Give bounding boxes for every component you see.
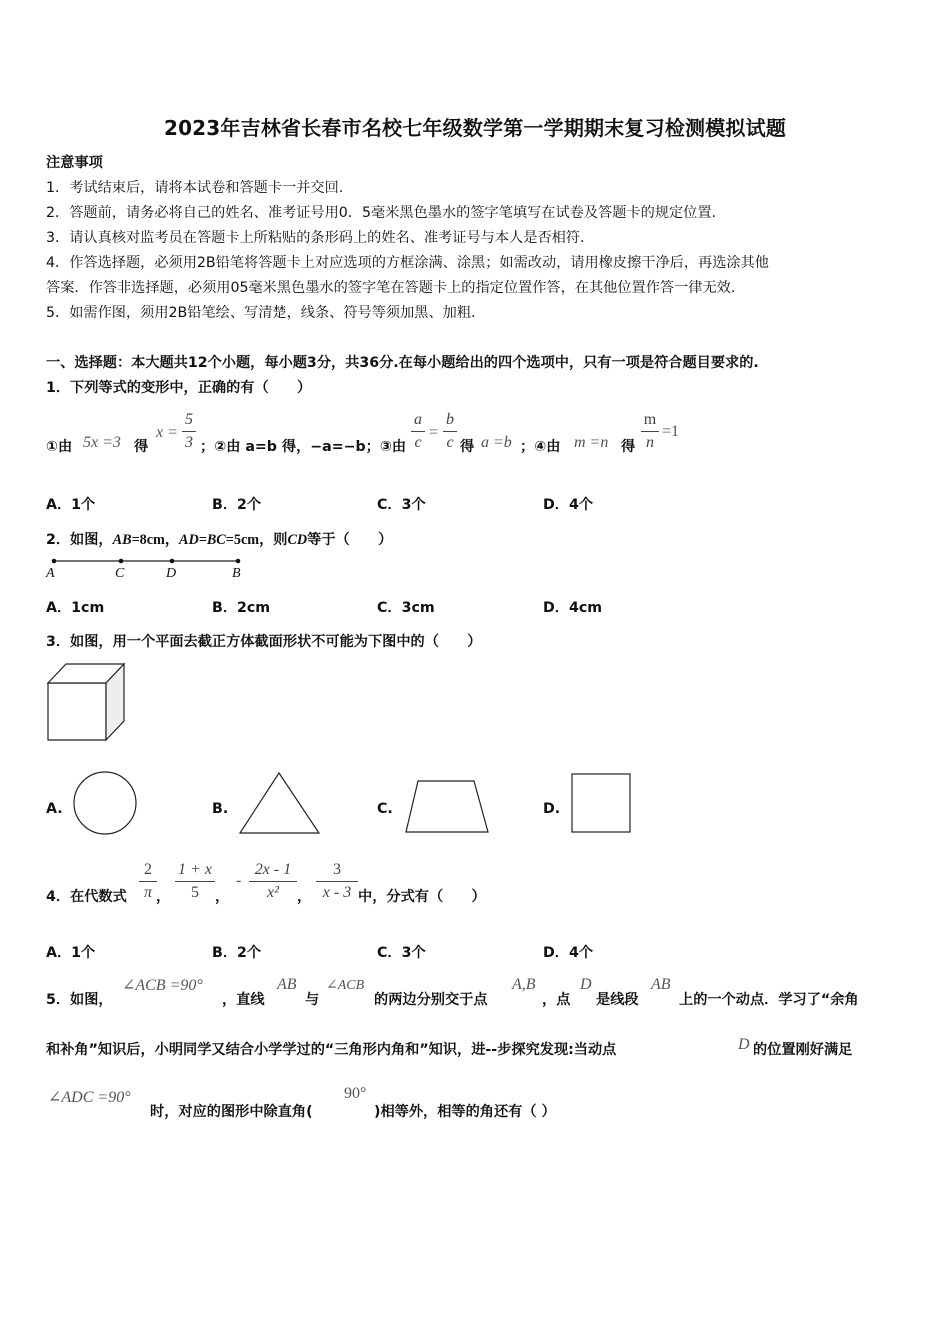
q5-text: 的两边分别交于点 bbox=[374, 992, 488, 1008]
q3-option-a: A. bbox=[46, 801, 63, 817]
q4-neg: - bbox=[236, 872, 242, 889]
q5-text: 上的一个动点．学习了“余角 bbox=[679, 992, 859, 1008]
q1-eqsign: = bbox=[429, 424, 439, 441]
q2-option-a: A．1cm bbox=[46, 600, 105, 616]
q5-text: 5．如图， bbox=[46, 992, 113, 1008]
q2-point-label: D bbox=[166, 566, 177, 581]
square-shape bbox=[572, 774, 630, 832]
q1-fraction-2b: b c bbox=[443, 410, 457, 453]
q5-ab: AB bbox=[277, 976, 297, 993]
q2-option-b: B．2cm bbox=[212, 600, 271, 616]
q1-text: ；②由 a=b 得，−a=−b；③由 bbox=[200, 439, 407, 455]
q5-points: A,B bbox=[512, 976, 536, 993]
q2-option-d: D．4cm bbox=[543, 600, 603, 616]
q1-res4: =1 bbox=[662, 423, 680, 440]
q4-comma: ， bbox=[156, 889, 171, 905]
q4-fraction-3: 2x - 1 x² bbox=[249, 860, 297, 903]
q1-option-b: B．2个 bbox=[212, 497, 262, 513]
question-2-stem: 2．如图，AB=8cm，AD=BC=5cm，则CD等于（ ） bbox=[46, 532, 393, 548]
q1-text: ①由 bbox=[46, 439, 73, 455]
notice-heading: 注意事项 bbox=[46, 155, 103, 171]
q4-fraction-1: 2 π bbox=[139, 860, 157, 903]
question-1-stem: 1．下列等式的变形中，正确的有（ ） bbox=[46, 380, 312, 396]
q1-text: 得 bbox=[134, 439, 149, 455]
q1-fraction-4: m n bbox=[641, 410, 659, 453]
q5-angle-adc: ∠ADC =90° bbox=[48, 1089, 131, 1106]
triangle-shape bbox=[240, 773, 319, 833]
trapezoid-shape bbox=[406, 781, 488, 832]
q1-eq1: 5x =3 bbox=[83, 434, 121, 451]
q4-option-b: B．2个 bbox=[212, 945, 262, 961]
question-3-stem: 3．如图，用一个平面去截正方体截面形状不可能为下图中的（ ） bbox=[46, 634, 482, 650]
q4-fraction-2: 1 + x 5 bbox=[175, 860, 215, 903]
q3-option-d: D. bbox=[543, 801, 561, 817]
question-4-stem-post: 中，分式有（ ） bbox=[358, 889, 486, 905]
q4-option-a: A．1个 bbox=[46, 945, 96, 961]
q5-text: )相等外，相等的角还有（ ） bbox=[374, 1104, 556, 1120]
notice-item: 1．考试结束后，请将本试卷和答题卡一并交回. bbox=[46, 180, 344, 196]
q2-option-c: C．3cm bbox=[377, 600, 435, 616]
q1-eq4: m =n bbox=[574, 434, 609, 451]
section-heading: 一、选择题：本大题共12个小题，每小题3分，共36分.在每小题给出的四个选项中，只有一项是符合题目要求的. bbox=[46, 355, 759, 371]
q4-fraction-4: 3 x - 3 bbox=[316, 860, 358, 903]
page-title: 2023年吉林省长春市名校七年级数学第一学期期末复习检测模拟试题 bbox=[163, 116, 787, 140]
q5-text: ，直线 bbox=[222, 992, 265, 1008]
q1-fraction-2a: a c bbox=[411, 410, 425, 453]
cube-figure bbox=[48, 664, 124, 740]
q1-text: 得 bbox=[460, 439, 475, 455]
q4-option-c: C．3个 bbox=[377, 945, 426, 961]
notice-item: 2．答题前，请务必将自己的姓名、准考证号用0．5毫米黑色墨水的签字笔填写在试卷及答题卡的规定位置. bbox=[46, 205, 717, 221]
q3-option-b: B. bbox=[212, 801, 229, 817]
q1-fraction-1: 5 3 bbox=[182, 410, 196, 453]
notice-item: 答案．作答非选择题，必须用05毫米黑色墨水的签字笔在答题卡上的指定位置作答，在其他位置作答一律无效. bbox=[46, 280, 736, 296]
q2-point-label: C bbox=[115, 566, 125, 581]
notice-item: 4．作答选择题，必须用2B铅笔将答题卡上对应选项的方框涂满、涂黑；如需改动，请用橡皮擦干净后，再选涂其他 bbox=[46, 255, 769, 271]
q3-option-c: C. bbox=[377, 801, 393, 817]
q4-comma: ， bbox=[297, 889, 312, 905]
q1-res3: a =b bbox=[481, 434, 512, 451]
question-4-stem-pre: 4．在代数式 bbox=[46, 889, 127, 905]
q1-text: 得 bbox=[621, 439, 636, 455]
q4-option-d: D．4个 bbox=[543, 945, 594, 961]
q5-text: 的位置刚好满足 bbox=[753, 1042, 853, 1058]
q4-comma: ， bbox=[215, 889, 230, 905]
q5-text: 和补角”知识后，小明同学又结合小学学过的“三角形内角和”知识，进--步探究发现:当动点 bbox=[46, 1042, 617, 1058]
q5-angle-acb: ∠ACB =90° bbox=[122, 977, 203, 994]
q5-text: 与 bbox=[305, 992, 320, 1008]
q1-text: ；④由 bbox=[520, 439, 561, 455]
q5-ab-2: AB bbox=[651, 976, 671, 993]
q5-d-2: D bbox=[738, 1036, 750, 1053]
q5-angle-acb-2: ∠ACB bbox=[326, 978, 365, 993]
q2-point-label: B bbox=[232, 566, 241, 581]
q5-text: ，点 bbox=[542, 992, 571, 1008]
q5-deg90: 90° bbox=[344, 1085, 367, 1102]
q1-option-c: C．3个 bbox=[377, 497, 426, 513]
circle-shape bbox=[74, 772, 136, 834]
notice-item: 5．如需作图，须用2B铅笔绘、写清楚，线条、符号等须加黑、加粗. bbox=[46, 305, 476, 321]
q1-lhs1: x = bbox=[156, 424, 178, 441]
q5-text: 是线段 bbox=[596, 992, 639, 1008]
q2-point-label: A bbox=[46, 566, 55, 581]
q1-option-d: D．4个 bbox=[543, 497, 594, 513]
q5-text: 时，对应的图形中除直角( bbox=[150, 1104, 313, 1120]
notice-item: 3．请认真核对监考员在答题卡上所粘贴的条形码上的姓名、准考证号与本人是否相符. bbox=[46, 230, 585, 246]
q1-option-a: A．1个 bbox=[46, 497, 96, 513]
q5-d: D bbox=[580, 976, 592, 993]
